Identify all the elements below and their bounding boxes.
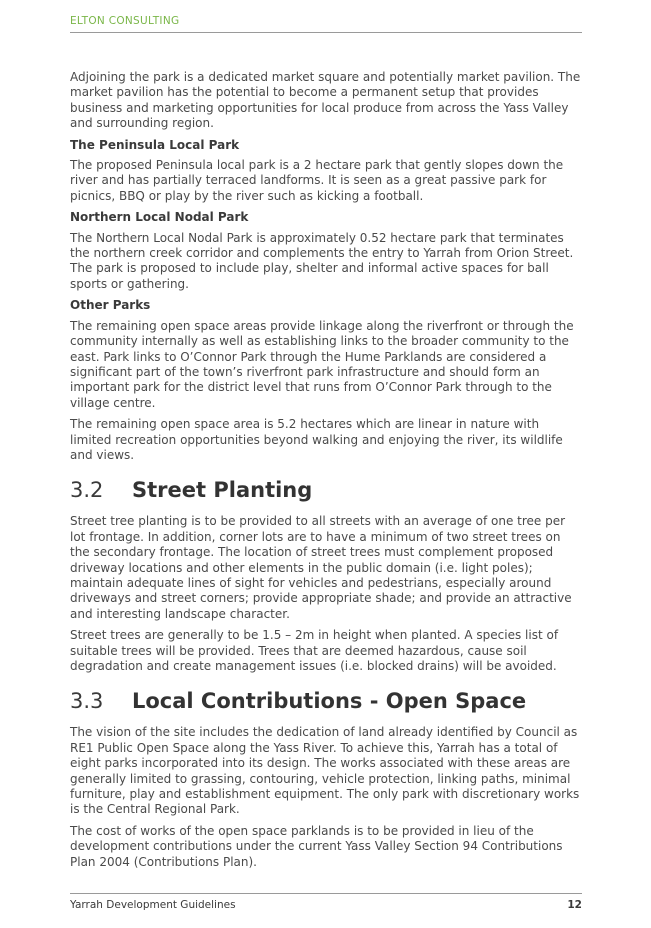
paragraph-contributions-1: The vision of the site includes the dedication of land already identified by Council as RE1 Public Open Space along the Yass River. To achieve this, Yarrah has a total of eight parks incorporated into its design. The works associated with these areas are generally limited to grassing, contouring, vehicle protection, linking paths, minimal furniture, play and establishment equipment. The only park with discretionary works is the Central Regional Park. <box>70 725 580 817</box>
paragraph-street-planting-2: Street trees are generally to be 1.5 – 2m in height when planted. A species list of suitable trees will be provided. Trees that are deemed hazardous, cause soil degradation and create management issues (i.e. blocked drains) will be avoided. <box>70 628 559 673</box>
paragraph-other-parks-2: The remaining open space area is 5.2 hectares which are linear in nature with limited recreation opportunities beyond walking and enjoying the river, its wildlife and views. <box>70 417 563 462</box>
paragraph-northern: The Northern Local Nodal Park is approximately 0.52 hectare park that terminates the northern creek corridor and complements the entry to Yarrah from Orion Street. The park is proposed to include play, shelter and informal active spaces for ball sports or gathering. <box>70 230 574 291</box>
paragraph-contributions-2: The cost of works of the open space parklands is to be provided in lieu of the development contributions under the current Yass Valley Section 94 Contributions Plan 2004 (Contributions Plan). <box>70 823 563 869</box>
section-number: 3.2 <box>70 478 104 503</box>
brand-name: ELTON CONSULTING <box>70 15 180 27</box>
page-number: 12 <box>567 899 582 911</box>
heading-northern-park: Northern Local Nodal Park <box>70 210 249 225</box>
section-heading-street-planting <box>70 477 582 503</box>
page-content <box>70 70 582 876</box>
section-title: Street Planting <box>132 478 313 503</box>
section-title: Local Contributions - Open Space <box>132 689 527 714</box>
heading-peninsula-park: The Peninsula Local Park <box>70 137 240 152</box>
paragraph-other-parks-1: The remaining open space areas provide linkage along the riverfront or through the community internally as well as establishing links to the broader community to the east. Park links to O’Connor Park through the Hume Parklands are considered a significant part of the town’s riverfront park infrastructure and should form an important park for the district level that runs from O’Connor Park through to the village centre. <box>70 318 574 410</box>
paragraph-street-planting-1: Street tree planting is to be provided to all streets with an average of one tree per lot frontage. In addition, corner lots are to have a minimum of two street trees on the secondary frontage. The location of street trees must complement proposed driveway locations and other elements in the public domain (i.e. light poles); maintain adequate lines of sight for vehicles and pedestrians, especially around driveways and street corners; provide appropriate shade; and provide an attractive and interesting landscape character. <box>70 514 572 621</box>
document-title: Yarrah Development Guidelines <box>70 899 236 911</box>
page-header <box>70 14 582 33</box>
section-heading-local-contributions <box>70 688 582 714</box>
paragraph-market: Adjoining the park is a dedicated market square and potentially market pavilion. The market pavilion has the potential to become a permanent setup that provides business and marketing opportunities for local produce from across the Yass Valley and surrounding region. <box>70 70 581 131</box>
section-number: 3.3 <box>70 689 104 714</box>
paragraph-peninsula: The proposed Peninsula local park is a 2 hectare park that gently slopes down the river and has partially terraced landforms. It is seen as a great passive park for picnics, BBQ or play by the river such as kicking a football. <box>70 158 564 203</box>
heading-other-parks: Other Parks <box>70 298 151 313</box>
page-footer <box>70 893 582 911</box>
